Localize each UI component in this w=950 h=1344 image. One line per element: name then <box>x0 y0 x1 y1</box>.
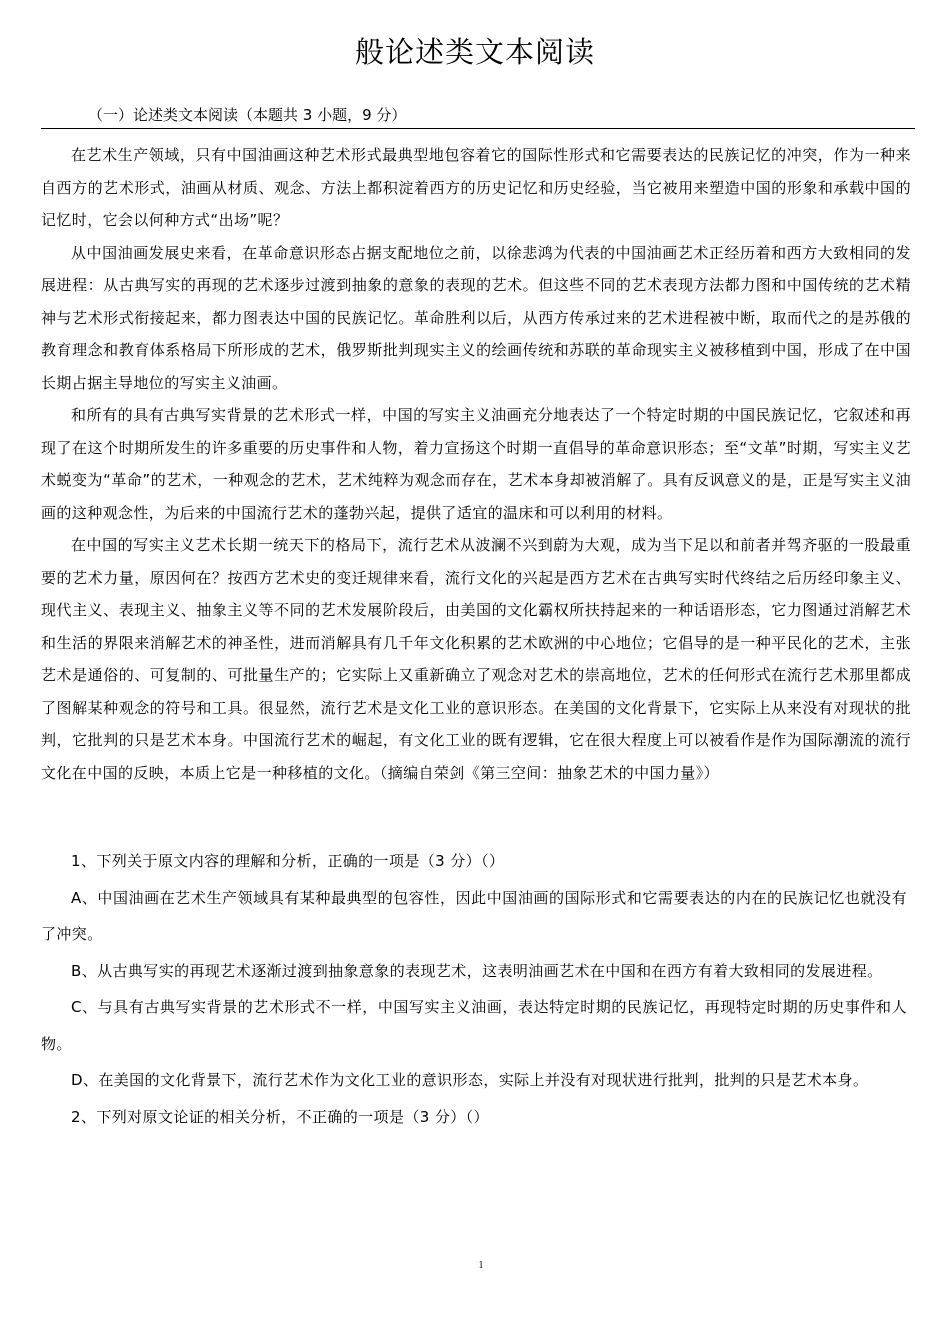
article-body <box>41 139 911 789</box>
question-1-option-a: A、中国油画在艺术生产领域具有某种最典型的包容性，因此中国油画的国际形式和它需要表达的内在的民族记忆也就没有了冲突。 <box>41 888 907 943</box>
question-1-option-c: C、与具有古典写实背景的艺术形式不一样，中国写实主义油画，表达特定时期的民族记忆，再现特定时期的历史事件和人物。 <box>41 998 907 1053</box>
header-divider <box>41 128 915 129</box>
article-paragraph-1: 在艺术生产领域，只有中国油画这种艺术形式最典型地包容着它的国际性形式和它需要表达的民族记忆的冲突，作为一种来自西方的艺术形式，油画从材质、观念、方法上都积淀着西方的历史记忆和历史经验，当它被用来塑造中国的形象和承载中国的记忆时，它会以何种方式“出场”呢？ <box>41 146 911 229</box>
questions-section <box>41 843 907 1135</box>
question-2-stem: 2、下列对原文论证的相关分析，不正确的一项是（3 分）（） <box>71 1107 489 1126</box>
article-paragraph-2: 从中国油画发展史来看，在革命意识形态占据支配地位之前，以徐悲鸿为代表的中国油画艺术正经历着和西方大致相同的发展进程：从古典写实的再现的艺术逐步过渡到抽象的意象的表现的艺术。但这些不同的艺术表现方法都力图和中国传统的艺术精神与艺术形式衔接起来，都力图表达中国的民族记忆。革命胜利以后，从西方传承过来的艺术进程被中断，取而代之的是苏俄的教育理念和教育体系格局下所形成的艺术，俄罗斯批判现实主义的绘画传统和苏联的革命现实主义被移植到中国，形成了在中国长期占据主导地位的写实主义油画。 <box>41 243 911 392</box>
question-1-option-d: D、在美国的文化背景下，流行艺术作为文化工业的意识形态，实际上并没有对现状进行批判，批判的只是艺术本身。 <box>71 1071 869 1089</box>
document-title: 般论述类文本阅读 <box>354 35 595 69</box>
article-paragraph-3: 和所有的具有古典写实背景的艺术形式一样，中国的写实主义油画充分地表达了一个特定时期的中国民族记忆，它叙述和再现了在这个时期所发生的许多重要的历史事件和人物，着力宣扬这个时期一直倡导的革命意识形态；至“文革”时期，写实主义艺术蜕变为“革命”的艺术，一种观念的艺术，艺术纯粹为观念而存在，艺术本身却被消解了。具有反讽意义的是，正是写实主义油画的这种观念性，为后来的中国流行艺术的蓬勃兴起，提供了适宜的温床和可以利用的材料。 <box>41 406 911 522</box>
article-paragraph-4: 在中国的写实主义艺术长期一统天下的格局下，流行艺术从波澜不兴到蔚为大观，成为当下足以和前者并驾齐驱的一股最重要的艺术力量，原因何在？按西方艺术史的变迁规律来看，流行文化的兴起是西方艺术在古典写实时代终结之后历经印象主义、现代主义、表现主义、抽象主义等不同的艺术发展阶段后，由美国的文化霸权所扶持起来的一种话语形态，它力图通过消解艺术和生活的界限来消解艺术的神圣性，进而消解具有几千年文化积累的艺术欧洲的中心地位；它倡导的是一种平民化的艺术，主张艺术是通俗的、可复制的、可批量生产的；它实际上又重新确立了观念对艺术的崇高地位，艺术的任何形式在流行艺术那里都成了图解某种观念的符号和工具。很显然，流行艺术是文化工业的意识形态。在美国的文化背景下，它实际上从来没有对现状的批判，它批判的只是艺术本身。中国流行艺术的崛起，有文化工业的既有逻辑，它在很大程度上可以被看作是作为国际潮流的流行文化在中国的反映，本质上它是一种移植的文化。（摘编自荣剑《第三空间：抽象艺术的中国力量》） <box>41 536 911 782</box>
question-1-option-b: B、从古典写实的再现艺术逐渐过渡到抽象意象的表现艺术，这表明油画艺术在中国和在西方有着大致相同的发展进程。 <box>71 961 883 980</box>
page-number: 1 <box>478 1260 484 1271</box>
question-1-stem: 1、下列关于原文内容的理解和分析，正确的一项是（3 分）（） <box>71 852 505 870</box>
section-heading: （一）论述类文本阅读（本题共 3 小题，9 分） <box>88 106 407 124</box>
